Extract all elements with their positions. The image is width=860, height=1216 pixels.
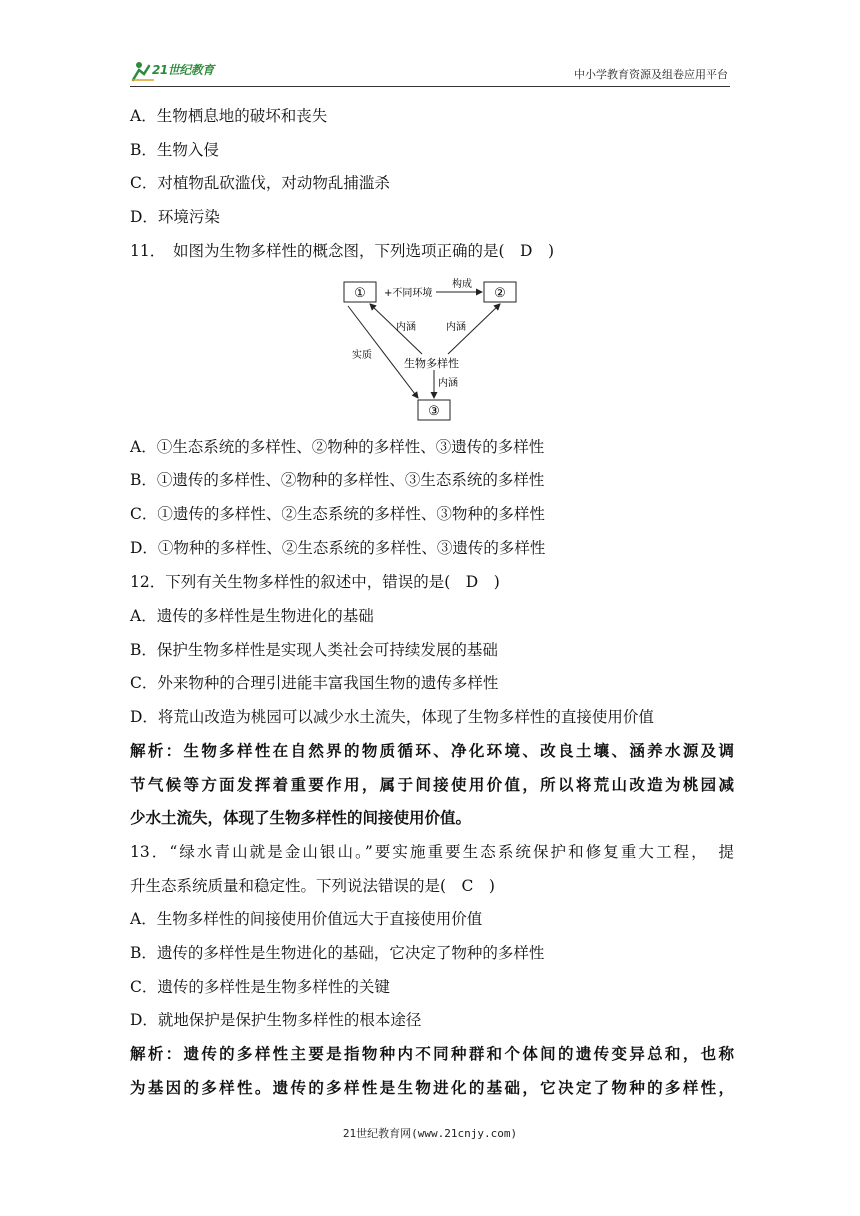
box-1-label: ①: [354, 286, 366, 301]
q12-stem: 12．下列有关生物多样性的叙述中，错误的是( D ): [130, 573, 500, 591]
q12-option-c: C．外来物种的合理引进能丰富我国生物的遗传多样性: [130, 674, 499, 692]
q11-option-c: C．①遗传的多样性、②生态系统的多样性、③物种的多样性: [130, 505, 545, 523]
q13-option-d: D．就地保护是保护生物多样性的根本途径: [130, 1011, 422, 1029]
q12-option-d: D．将荒山改造为桃园可以减少水土流失，体现了生物多样性的直接使用价值: [130, 708, 654, 726]
q12-option-a: A．遗传的多样性是生物进化的基础: [130, 607, 374, 625]
q13-stem-line-2: 升生态系统质量和稳定性。下列说法错误的是( C ): [130, 877, 495, 895]
q13-option-a: A．生物多样性的间接使用价值远大于直接使用价值: [130, 910, 483, 928]
q13-option-b: B．遗传的多样性是生物进化的基础，它决定了物种的多样性: [130, 944, 545, 962]
label-biodiversity: 生物多样性: [404, 357, 459, 370]
page-header: [130, 58, 730, 87]
q13-stem-line-1: 13．“绿水青山就是金山银山。”要实施重要生态系统保护和修复重大工程， 提: [130, 843, 734, 861]
platform-name: 中小学教育资源及组卷应用平台: [574, 68, 728, 81]
label-neihan-bottom: 内涵: [438, 378, 458, 389]
q11-option-d: D．①物种的多样性、②生态系统的多样性、③遗传的多样性: [130, 539, 546, 557]
q11-option-b: B．①遗传的多样性、②物种的多样性、③生态系统的多样性: [130, 471, 545, 489]
q12-explanation-line-3: 少水土流失，体现了生物多样性的间接使用价值。: [130, 808, 472, 827]
label-neihan-right: 内涵: [446, 322, 466, 333]
label-essence: 实质: [352, 350, 372, 361]
box-2-label: ②: [494, 286, 506, 301]
q12-explanation-line-2: 节气候等方面发挥着重要作用，属于间接使用价值，所以将荒山改造为桃园减: [130, 775, 734, 794]
q12-option-b: B．保护生物多样性是实现人类社会可持续发展的基础: [130, 641, 498, 659]
label-different-environment: +不同环境: [384, 288, 433, 299]
q10-option-d: D．环境污染: [130, 208, 220, 226]
q11-option-a: A．①生态系统的多样性、②物种的多样性、③遗传的多样性: [130, 438, 545, 456]
q13-explanation-line-1: 解析：遗传的多样性主要是指物种内不同种群和个体间的遗传变异总和，也称: [130, 1044, 734, 1063]
q13-option-c: C．遗传的多样性是生物多样性的关键: [130, 978, 390, 996]
label-neihan-left: 内涵: [396, 322, 416, 333]
biodiversity-concept-diagram: [336, 276, 536, 426]
q13-explanation-line-2: 为基因的多样性。遗传的多样性是生物进化的基础，它决定了物种的多样性，: [130, 1078, 734, 1097]
q10-option-a: A．生物栖息地的破坏和丧失: [130, 107, 328, 125]
q12-explanation-line-1: 解析：生物多样性在自然界的物质循环、净化环境、改良土壤、涵养水源及调: [130, 741, 734, 760]
q10-option-c: C．对植物乱砍滥伐，对动物乱捕滥杀: [130, 174, 390, 192]
page-footer: 21世纪教育网(www.21cnjy.com): [342, 1127, 518, 1140]
logo-text: 21世纪教育: [152, 63, 214, 77]
box-3-label: ③: [428, 404, 440, 419]
q11-stem: 11． 如图为生物多样性的概念图，下列选项正确的是( D ): [130, 242, 554, 260]
label-compose: 构成: [452, 279, 472, 290]
q10-option-b: B．生物入侵: [130, 141, 219, 159]
